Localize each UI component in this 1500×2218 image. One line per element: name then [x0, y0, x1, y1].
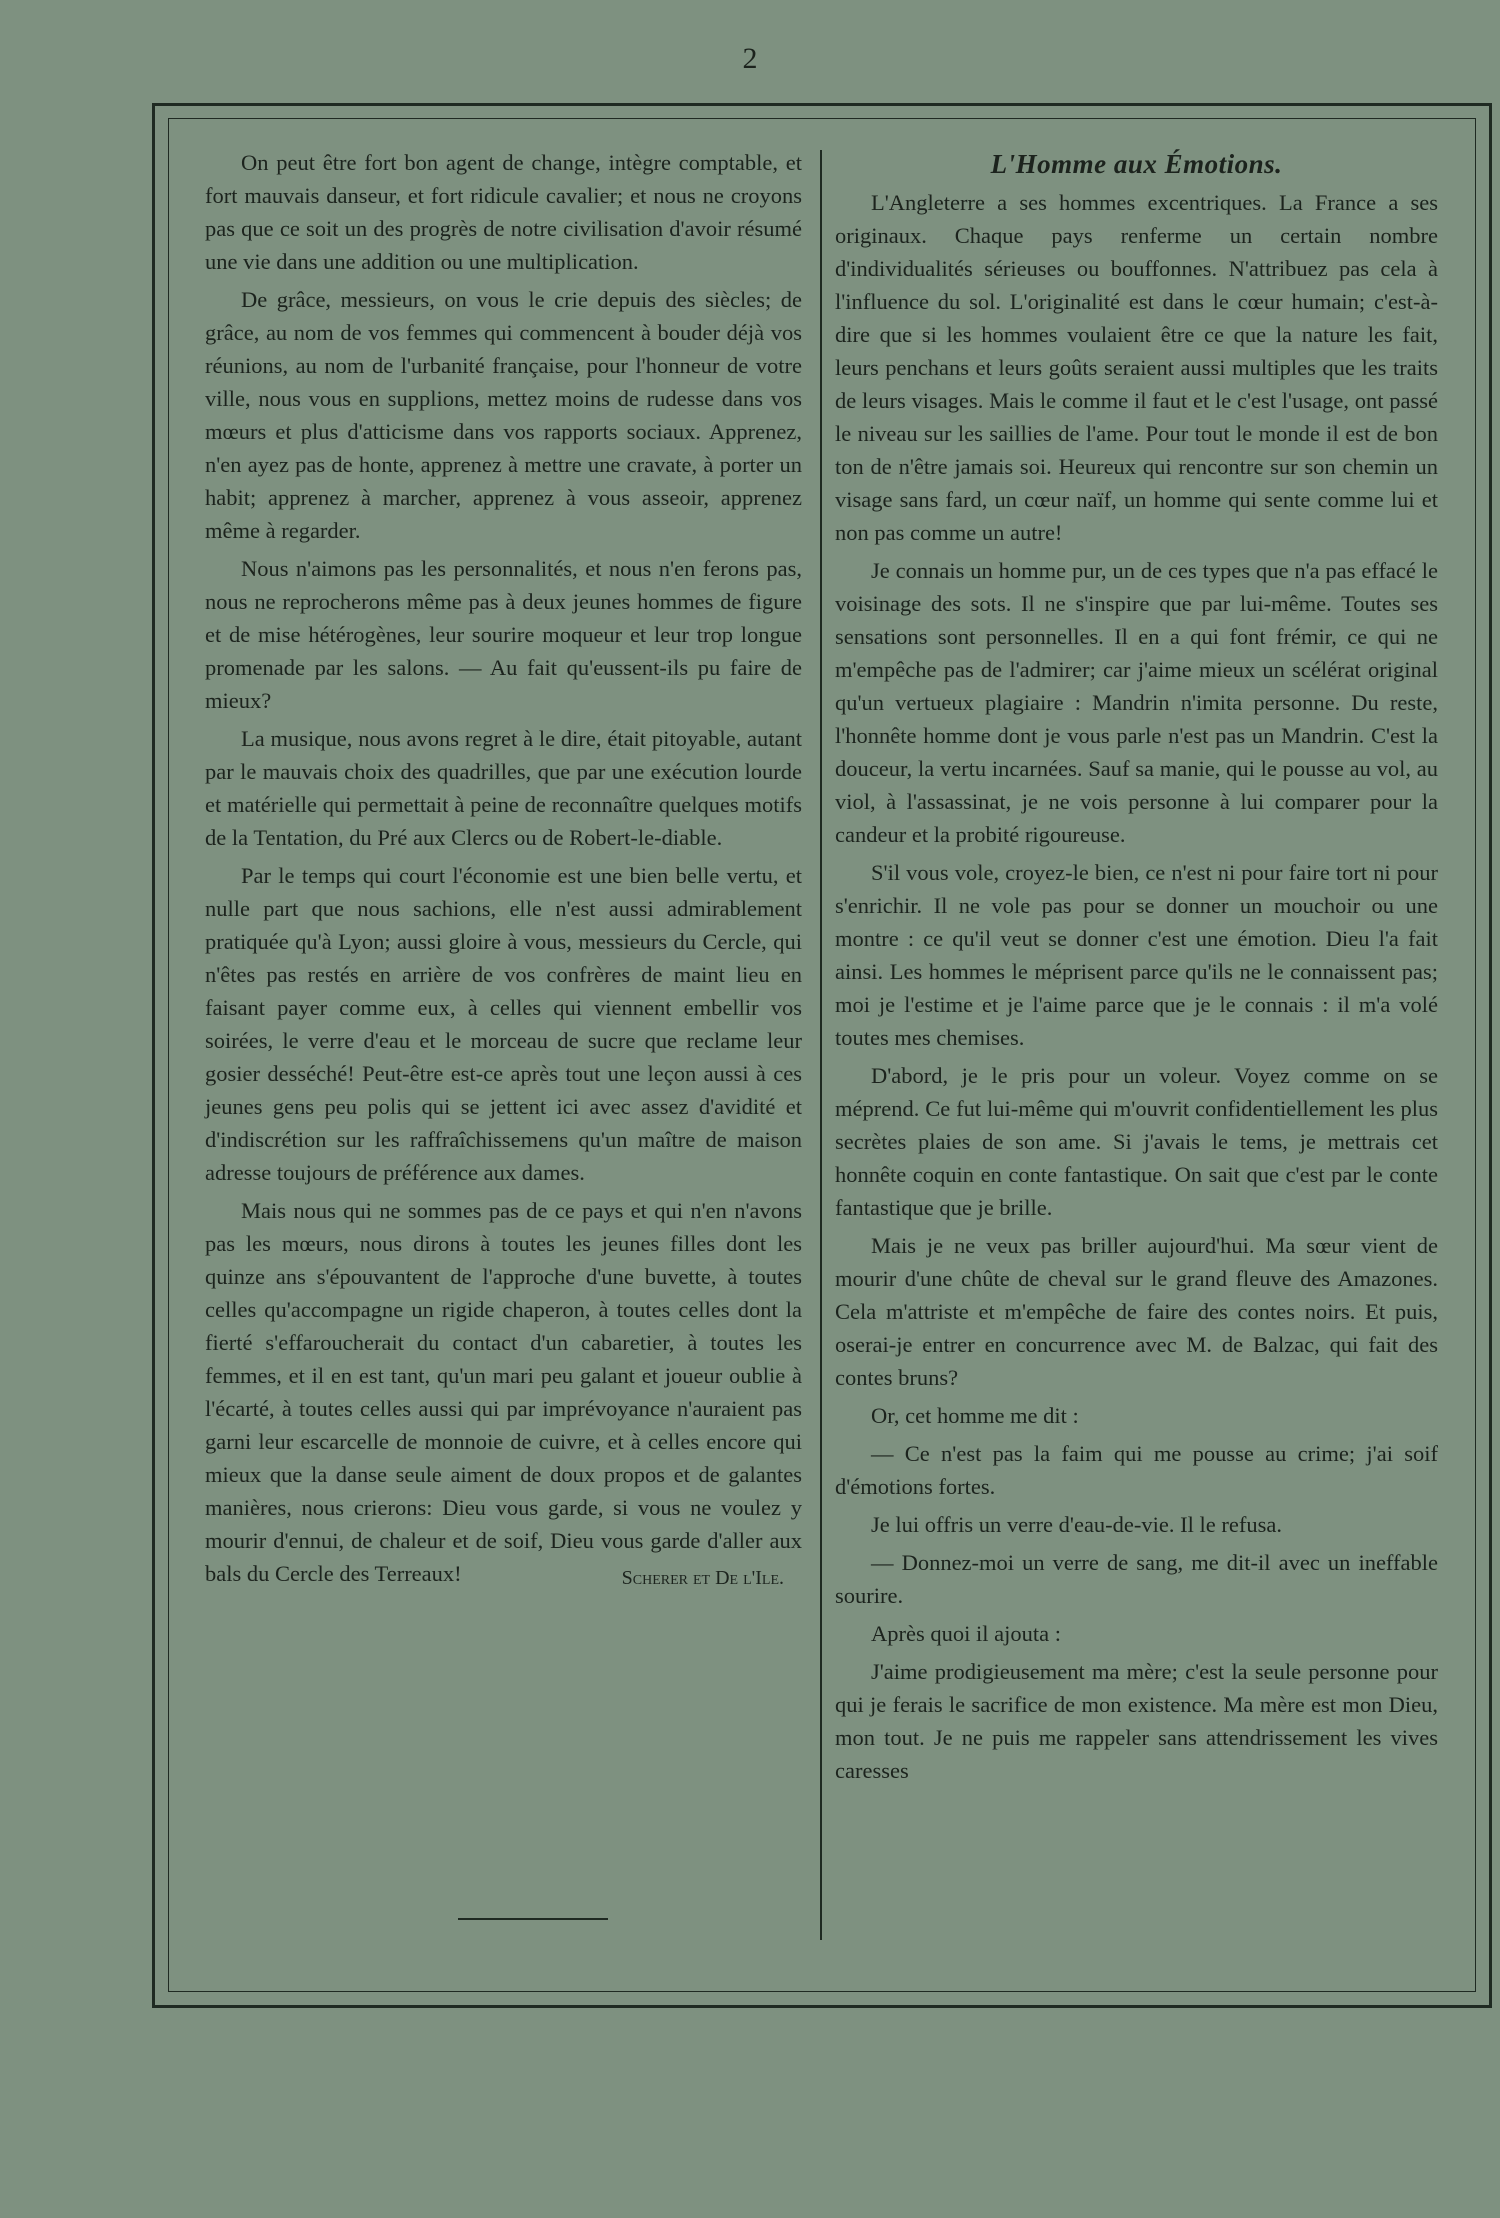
byline: Scherer et De l'Ile. — [621, 1567, 784, 1589]
paragraph: On peut être fort bon agent de change, intègre comptable, et fort mauvais danseur, et fort ridicule cavalier; et nous ne croyons pas que ce soit un des progrès de notre civilisation d'avoir résumé une vie dans une addition ou une multiplication. — [205, 150, 802, 274]
paragraph: — Donnez-moi un verre de sang, me dit-il avec un ineffable sourire. — [835, 1550, 1438, 1608]
paragraph: Je lui offris un verre d'eau-de-vie. Il le refusa. — [871, 1512, 1282, 1537]
paragraph: S'il vous vole, croyez-le bien, ce n'est ni pour faire tort ni pour s'enrichir. Il ne vole pas pour se donner un mouchoir ou une montre : ce qu'il veut se donner c'est une émotion. Dieu l'a fait ainsi. Les hommes le méprisent parce qu'ils ne le connaissent pas; moi je l'estime et je l'aime parce que je le connais : il m'a volé toutes mes chemises. — [835, 860, 1438, 1050]
paragraph: — Ce n'est pas la faim qui me pousse au crime; j'ai soif d'émotions fortes. — [835, 1441, 1438, 1499]
paragraph: Après quoi il ajouta : — [871, 1621, 1061, 1646]
paragraph: Mais nous qui ne sommes pas de ce pays et qui n'en n'avons pas les mœurs, nous dirons à toutes les jeunes filles dont les quinze ans s'épouvantent de l'approche d'une buvette, à toutes celles qu'accompagne un rigide chaperon, à toutes celles dont la fierté s'effaroucherait du contact d'un cabaretier, à toutes les femmes, et il en est tant, qu'un mari peu galant et joueur oublie à l'écarté, à toutes celles aussi qui par imprévoyance n'auraient pas garni leur escarcelle de monnoie de cuivre, et à celles encore qui mieux que la danse seule aiment de doux propos et de galantes manières, nous crierons: Dieu vous garde, si vous ne voulez y mourir d'ennui, de chaleur et de soif, Dieu vous garde d'aller aux bals du Cercle des Terreaux! — [205, 1198, 802, 1586]
paragraph: J'aime prodigieusement ma mère; c'est la seule personne pour qui je ferais le sacrifice de mon existence. Ma mère est mon Dieu, mon tout. Je ne puis me rappeler sans attendrissement les vives caresses — [835, 1659, 1438, 1783]
paragraph: Je connais un homme pur, un de ces types que n'a pas effacé le voisinage des sots. Il ne s'inspire que par lui-même. Toutes ses sensations sont personnelles. Il en a qui font frémir, ce qui ne m'empêche pas de l'admirer; car j'aime mieux un scélérat original qu'un vertueux plagiaire : Mandrin n'imita personne. Du reste, l'honnête homme dont je vous parle n'est pas un Mandrin. C'est la douceur, la vertu incarnées. Sauf sa manie, qui le pousse au vol, au viol, à l'assassinat, je ne vois personne à lui comparer pour la candeur et la probité rigoureuse. — [835, 558, 1438, 847]
paragraph: De grâce, messieurs, on vous le crie depuis des siècles; de grâce, au nom de vos femmes qui commencent à bouder déjà vos réunions, au nom de l'urbanité française, pour l'honneur de votre ville, nous vous en supplions, mettez moins de rudesse dans vos mœurs et plus d'atticisme dans vos rapports sociaux. Apprenez, n'en ayez pas de honte, apprenez à mettre une cravate, à porter un habit; apprenez à marcher, apprenez à vous asseoir, apprenez même à regarder. — [205, 287, 802, 543]
column-divider — [820, 150, 822, 1940]
right-column — [835, 146, 1438, 1792]
article-end-rule — [458, 1918, 608, 1920]
page-number: 2 — [742, 42, 758, 75]
paragraph: Nous n'aimons pas les personnalités, et nous n'en ferons pas, nous ne reprocherons même pas à deux jeunes hommes de figure et de mise hétérogènes, leur sourire moqueur et leur trop longue promenade par les salons. — Au fait qu'eussent-ils pu faire de mieux? — [205, 556, 802, 713]
article-title: L'Homme aux Émotions. — [990, 149, 1283, 179]
paragraph: D'abord, je le pris pour un voleur. Voyez comme on se méprend. Ce fut lui-même qui m'ouvrit confidentiellement les plus secrètes plaies de son ame. Si j'avais le tems, je mettrais cet honnête coquin en conte fantastique. On sait que c'est par le conte fantastique que je brille. — [835, 1063, 1438, 1220]
paragraph: Or, cet homme me dit : — [871, 1403, 1079, 1428]
paragraph: L'Angleterre a ses hommes excentriques. La France a ses originaux. Chaque pays renferme un certain nombre d'individualités sérieuses ou bouffonnes. N'attribuez pas cela à l'influence du sol. L'originalité est dans le cœur humain; c'est-à-dire que si les hommes voulaient être ce que la nature les fait, leurs penchans et leurs goûts seraient aussi multiples que les traits de leurs visages. Mais le comme il faut et le c'est l'usage, ont passé le niveau sur les saillies de l'ame. Pour tout le monde il est de bon ton de n'être jamais soi. Heureux qui rencontre sur son chemin un visage sans fard, un cœur naïf, un homme qui sente comme lui et non pas comme un autre! — [835, 190, 1438, 545]
paragraph: Par le temps qui court l'économie est une bien belle vertu, et nulle part que nous sachions, elle n'est aussi admirablement pratiquée qu'à Lyon; aussi gloire à vous, messieurs du Cercle, qui n'êtes pas restés en arrière de vos confrères de maint lieu en faisant payer comme eux, à celles qui viennent embellir vos soirées, le verre d'eau et le morceau de sucre que reclame leur gosier desséché! Peut-être est-ce après tout une leçon aussi à ces jeunes gens peu polis qui se jettent ici avec assez d'avidité et d'indiscrétion sur les raffraîchissemens qu'un maître de maison adresse toujours de préférence aux dames. — [205, 863, 802, 1185]
left-column — [205, 146, 802, 1595]
paragraph: Mais je ne veux pas briller aujourd'hui. Ma sœur vient de mourir d'une chûte de cheval sur le grand fleuve des Amazones. Cela m'attriste et m'empêche de faire des contes noirs. Et puis, oserai-je entrer en concurrence avec M. de Balzac, qui fait des contes bruns? — [835, 1233, 1438, 1390]
paragraph: La musique, nous avons regret à le dire, était pitoyable, autant par le mauvais choix des quadrilles, que par une exécution lourde et matérielle qui permettait à peine de reconnaître quelques motifs de la Tentation, du Pré aux Clercs ou de Robert-le-diable. — [205, 726, 802, 850]
